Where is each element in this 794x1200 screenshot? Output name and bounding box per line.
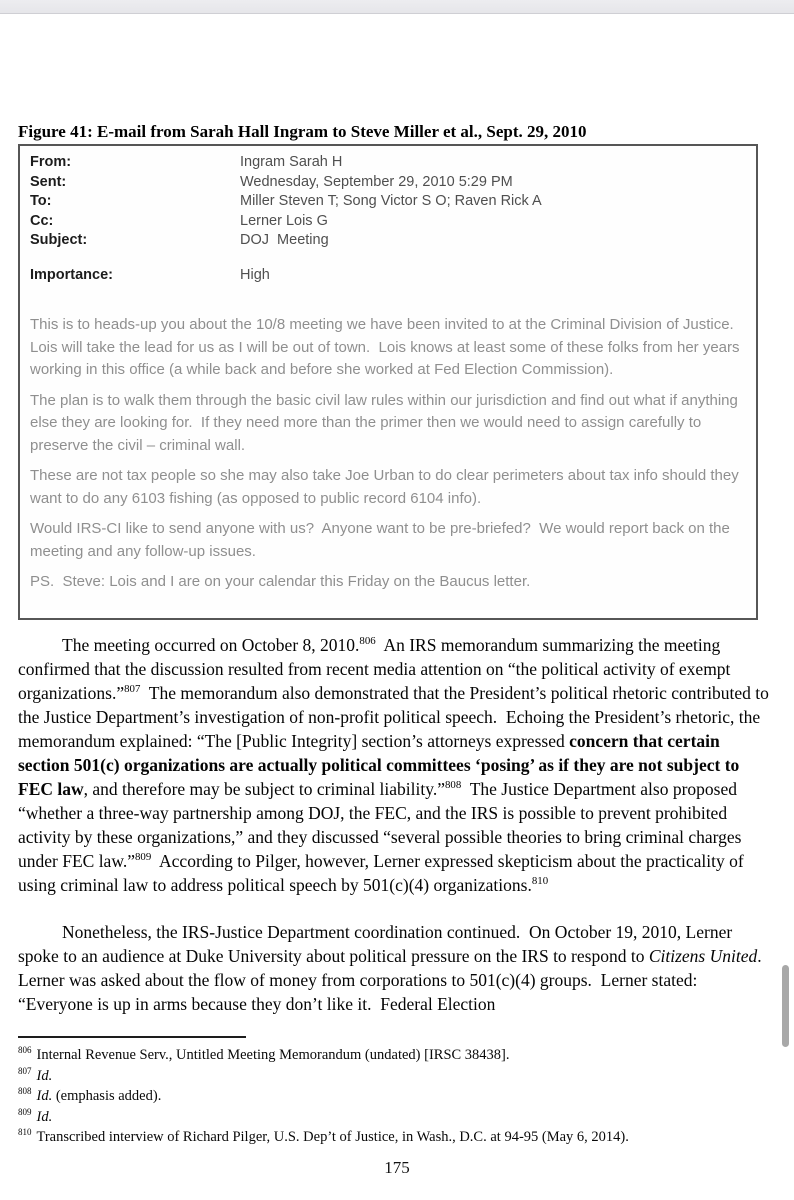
email-header-label: Sent: — [30, 173, 67, 190]
page-number: 175 — [384, 1158, 410, 1177]
email-header-row — [30, 212, 742, 232]
text-segment: According to Pilger, however, Lerner expressed skepticism about the practicality of using criminal law to address political speech by 501(c)(4) organizations. — [18, 851, 749, 895]
text-segment: Nonetheless, the IRS-Justice Department coordination continued. On October 19, 2010, Lerner spoke to an audience at Duke University about political pressure on the IRS to respond to — [18, 922, 737, 966]
footnote-ref-807: 807 — [124, 683, 141, 696]
email-header-row — [30, 192, 742, 212]
footnote-list — [18, 1045, 778, 1148]
email-header-label: Subject: — [30, 232, 88, 248]
footnote-number-807: 807 — [18, 1065, 32, 1076]
text-segment: . Lerner was asked about the flow of money from corporations to 501(c)(4) groups. Lerner stated: “Everyone is up in arms because they don’t like it. Federal Election — [18, 946, 771, 1014]
body-paragraph — [18, 633, 775, 897]
text-segment: Citizens United — [648, 946, 758, 966]
email-header-value: High — [240, 266, 270, 283]
text-segment: Internal Revenue Serv., Untitled Meeting Memorandum (undated) [IRSC 38438]. — [36, 1047, 510, 1063]
footnote-separator-rule — [18, 1036, 246, 1038]
scrollbar-thumb[interactable] — [782, 965, 789, 1047]
footnote-ref-810: 810 — [531, 875, 549, 888]
email-header-label: Cc: — [30, 212, 54, 229]
text-segment: Id. — [36, 1088, 53, 1104]
footnote-number-806: 806 — [18, 1045, 32, 1056]
email-header-value: Lerner Lois G — [240, 212, 328, 229]
text-segment: concern that certain section 501(c) organizations are actually political committees ‘posing’ as if they are not subject to FEC law — [18, 731, 744, 799]
email-header-row — [30, 231, 742, 251]
footnote — [18, 1045, 778, 1066]
email-header-row — [30, 173, 742, 193]
email-body-paragraph: These are not tax people so she may also take Joe Urban to do clear perimeters about tax info should they want to do any 6103 fishing (as opposed to public record 6104 info). — [30, 467, 743, 507]
text-segment: (emphasis added). — [52, 1088, 162, 1104]
footnote-ref-806: 806 — [359, 635, 376, 648]
footnote-number-809: 809 — [18, 1106, 32, 1117]
text-segment: The Justice Department also proposed “whether a three-way partnership among DOJ, the FEC, and the IRS is possible to prevent prohibited activity by these organizations,” and they discussed “several possible theories to bring criminal charges under FEC law.” — [18, 779, 746, 871]
email-header-block — [30, 153, 742, 285]
text-segment: , and therefore may be subject to criminal liability.” — [83, 779, 445, 799]
figure-caption: Figure 41: E-mail from Sarah Hall Ingram to Steve Miller et al., Sept. 29, 2010 — [18, 122, 587, 141]
footnote — [18, 1086, 778, 1107]
footnote-number-810: 810 — [18, 1127, 32, 1138]
text-segment: Transcribed interview of Richard Pilger, U.S. Dep’t of Justice, in Wash., D.C. at 94-95 (May 6, 2014). — [36, 1129, 629, 1145]
footnote — [18, 1107, 778, 1128]
email-body-paragraph: Would IRS-CI like to send anyone with us? Anyone want to be pre-briefed? We would report back on the meeting and any follow-up issues. — [30, 520, 735, 560]
text-segment: The memorandum also demonstrated that the President’s political rhetoric contributed to the Justice Department’s investigation of non-profit political speech. Echoing the President’s rhetoric, the memorandum explained: “The [Public Integrity] section’s attorneys expressed — [18, 683, 774, 751]
email-header-value: Ingram Sarah H — [240, 154, 343, 170]
text-segment: Id. — [36, 1067, 53, 1084]
text-segment: An IRS memorandum summarizing the meeting confirmed that the discussion resulted from recent media attention on “the political activity of exempt organizations.” — [18, 635, 735, 703]
footnote — [18, 1127, 778, 1148]
email-header-row — [30, 266, 742, 286]
email-body — [30, 314, 742, 594]
email-header-value: Miller Steven T; Song Victor S O; Raven Rick A — [240, 193, 542, 209]
footnote-number-808: 808 — [18, 1086, 32, 1097]
footnote-section — [18, 1036, 778, 1148]
text-segment: The meeting occurred on October 8, 2010. — [62, 635, 360, 655]
text-segment: Id. — [36, 1108, 53, 1125]
email-body-paragraph: The plan is to walk them through the basic civil law rules within our jurisdiction and find out what if anything else they are looking for. If they need more than the primer then we would need to assign carefully to preserve the civil – criminal wall. — [30, 391, 743, 454]
email-screenshot — [18, 144, 758, 620]
footnote-ref-808: 808 — [445, 779, 462, 792]
email-body-paragraph: This is to heads-up you about the 10/8 meeting we have been invited to at the Criminal Division of Justice. Lois will take the lead for us as I will be out of town. Lois knows at least some of these folks from her years working in this office (a while back and before she worked at Fed Election Commission). — [30, 316, 744, 378]
report-body-text — [18, 633, 775, 1039]
email-body-paragraph: PS. Steve: Lois and I are on your calendar this Friday on the Baucus letter. — [30, 573, 531, 590]
footnote-ref-809: 809 — [134, 851, 152, 864]
body-paragraph — [18, 920, 775, 1016]
footnote — [18, 1066, 778, 1087]
email-header-label: From: — [30, 154, 72, 170]
email-header-label: To: — [30, 193, 52, 209]
email-header-value: Wednesday, September 29, 2010 5:29 PM — [240, 173, 513, 190]
window-top-bar — [0, 0, 794, 14]
email-header-row — [30, 153, 742, 173]
email-header-label: Importance: — [30, 266, 113, 283]
email-header-value: DOJ Meeting — [240, 232, 329, 248]
